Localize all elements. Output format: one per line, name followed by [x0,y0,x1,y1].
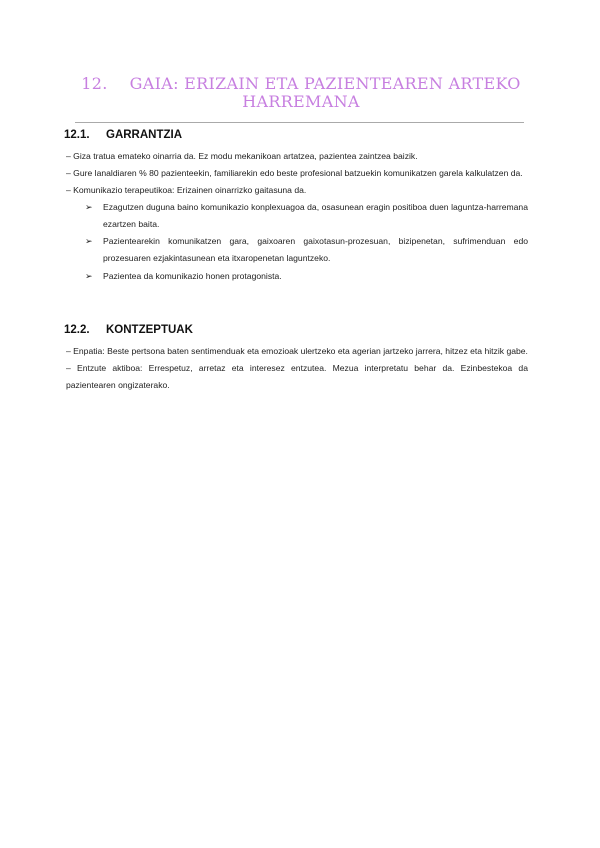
arrow-bullet-icon: ➢ [85,202,93,212]
chapter-number: 12. [81,74,108,93]
paragraph: – Gure lanaldiaren % 80 pazienteekin, familiarekin edo beste profesional batzuekin komunikatzen garela kalkulatzen da. [66,168,523,178]
section-heading-garrantzia [64,129,182,141]
section-body-kontzeptuak [66,343,528,394]
bullet-item [66,199,528,233]
bullet-text: Pazientearekin komunikatzen gara, gaixoaren gaixotasun-prozesuan, bizipenetan, sufrimenduan edo prozesuaren ezjakintasunean eta itxaropenetan laguntzeko. [103,236,528,263]
section-number: 12.1. [64,129,90,141]
paragraph: – Entzute aktiboa: Errespetuz, arretaz eta interesez entzutea. Mezua interpretatu behar da. Ezinbestekoa da pazientearen ongizaterako. [66,363,528,390]
section-number: 12.2. [64,324,90,336]
section-title: KONTZEPTUAK [106,324,193,336]
section-body-garrantzia [66,148,528,285]
section-heading-kontzeptuak [64,324,193,336]
arrow-bullet-icon: ➢ [85,271,93,281]
section-title: GARRANTZIA [106,129,183,141]
bullet-text: Ezagutzen duguna baino komunikazio konplexuagoa da, osasunean eragin positiboa duen laguntza-harremana ezartzen baita. [103,202,528,229]
title-divider [75,122,524,123]
paragraph: – Enpatia: Beste pertsona baten sentimenduak eta emozioak ulertzeko eta agerian jartzeko jarrera, hitzez eta hitzik gabe. [66,346,528,356]
chapter-title [70,75,532,111]
bullet-item [66,233,528,267]
paragraph: – Giza tratua emateko oinarria da. Ez modu mekanikoan artatzea, pazientea zaintzea baizik. [66,151,418,161]
paragraph: – Komunikazio terapeutikoa: Erizainen oinarrizko gaitasuna da. [66,185,307,195]
bullet-item [66,268,528,285]
chapter-title-text: GAIA: ERIZAIN ETA PAZIENTEAREN ARTEKO HARREMANA [129,74,521,111]
arrow-bullet-icon: ➢ [85,236,93,246]
bullet-text: Pazientea da komunikazio honen protagonista. [103,271,282,281]
